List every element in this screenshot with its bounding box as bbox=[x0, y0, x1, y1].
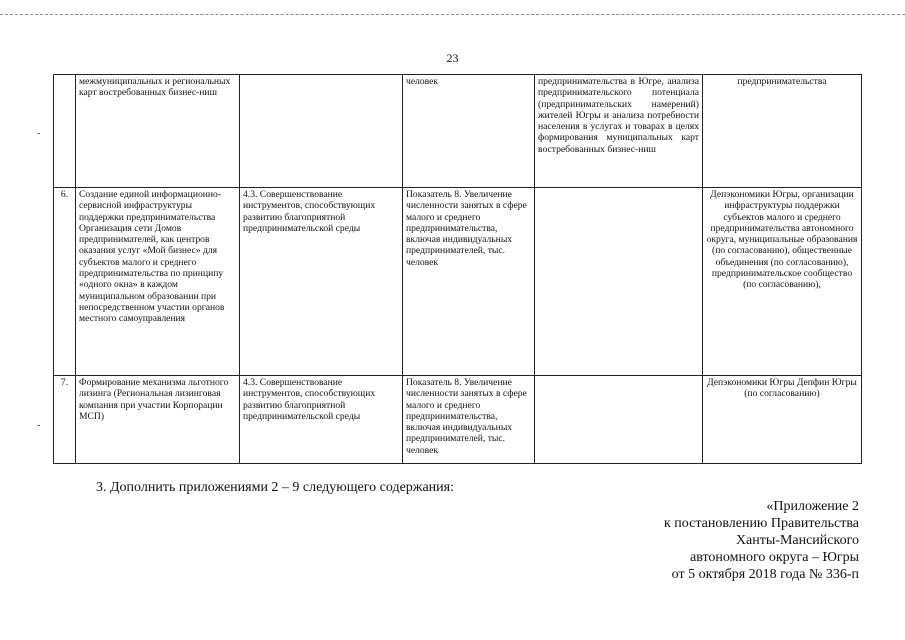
margin-mark: - bbox=[37, 420, 41, 431]
responsible-cell: Депэкономики Югры, организации инфраструктуры поддержки субъектов малого и среднего предпринимательства автономного округа, муниципальные образования (по согласованию), общественные объединения (по согласованию), предпринимательское сообщество (по согласованию), bbox=[703, 188, 862, 376]
appendix-line: Ханты-Мансийского bbox=[735, 533, 859, 548]
appendix-line: к постановлению Правительства bbox=[663, 516, 859, 531]
measures-table bbox=[53, 74, 862, 464]
responsible-cell: предпринимательства bbox=[703, 75, 862, 188]
indicator-cell: Показатель 8. Увеличение численности занятых в сфере малого и среднего предпринимательства, включая индивидуальных предпринимателей, тыс. человек bbox=[403, 376, 535, 464]
appendix-header bbox=[664, 498, 859, 583]
table-row bbox=[54, 188, 862, 376]
result-cell bbox=[535, 376, 703, 464]
appendix-line: автономного округа – Югры bbox=[690, 550, 859, 565]
measure-cell: Формирование механизма льготного лизинга (Региональная лизинговая компания при участии Корпорации МСП) bbox=[76, 376, 240, 464]
scan-edge-line bbox=[0, 14, 905, 15]
result-cell bbox=[535, 188, 703, 376]
result-cell: предпринимательства в Югре, анализа предпринимательского потенциала (предпринимательских намерений) жителей Югры и анализа потребности населения в услугах и товарах в целях формирования муниципальных карт востребованных бизнес-ниш bbox=[535, 75, 703, 188]
row-number: 7. bbox=[54, 376, 76, 464]
table-row bbox=[54, 376, 862, 464]
row-number bbox=[54, 75, 76, 188]
indicator-cell: человек bbox=[403, 75, 535, 188]
indicator-cell: Показатель 8. Увеличение численности занятых в сфере малого и среднего предпринимательства, включая индивидуальных предпринимателей, тыс. человек bbox=[403, 188, 535, 376]
table-row bbox=[54, 75, 862, 188]
measure-cell: межмуниципальных и региональных карт востребованных бизнес-ниш bbox=[76, 75, 240, 188]
page-number: 23 bbox=[446, 51, 459, 65]
appendix-line: от 5 октября 2018 года № 336-п bbox=[671, 567, 859, 582]
instrument-cell: 4.3. Совершенствование инструментов, способствующих развитию благоприятной предпринимательской среды bbox=[240, 376, 403, 464]
instrument-cell bbox=[240, 75, 403, 188]
amendment-paragraph: 3. Дополнить приложениями 2 – 9 следующего содержания: bbox=[96, 480, 454, 495]
appendix-line: «Приложение 2 bbox=[766, 499, 859, 514]
instrument-cell: 4.3. Совершенствование инструментов, способствующих развитию благоприятной предпринимательской среды bbox=[240, 188, 403, 376]
row-number: 6. bbox=[54, 188, 76, 376]
responsible-cell: Депэкономики Югры Депфин Югры (по согласованию) bbox=[703, 376, 862, 464]
measure-cell: Создание единой информационно-сервисной инфраструктуры поддержки предпринимательства Организация сети Домов предпринимателей, как центров оказания услуг «Мой бизнес» для субъектов малого и среднего предпринимательства по принципу «одного окна» в каждом муниципальном образовании при непосредственном участии органов местного самоуправления bbox=[76, 188, 240, 376]
margin-mark: - bbox=[37, 128, 41, 139]
